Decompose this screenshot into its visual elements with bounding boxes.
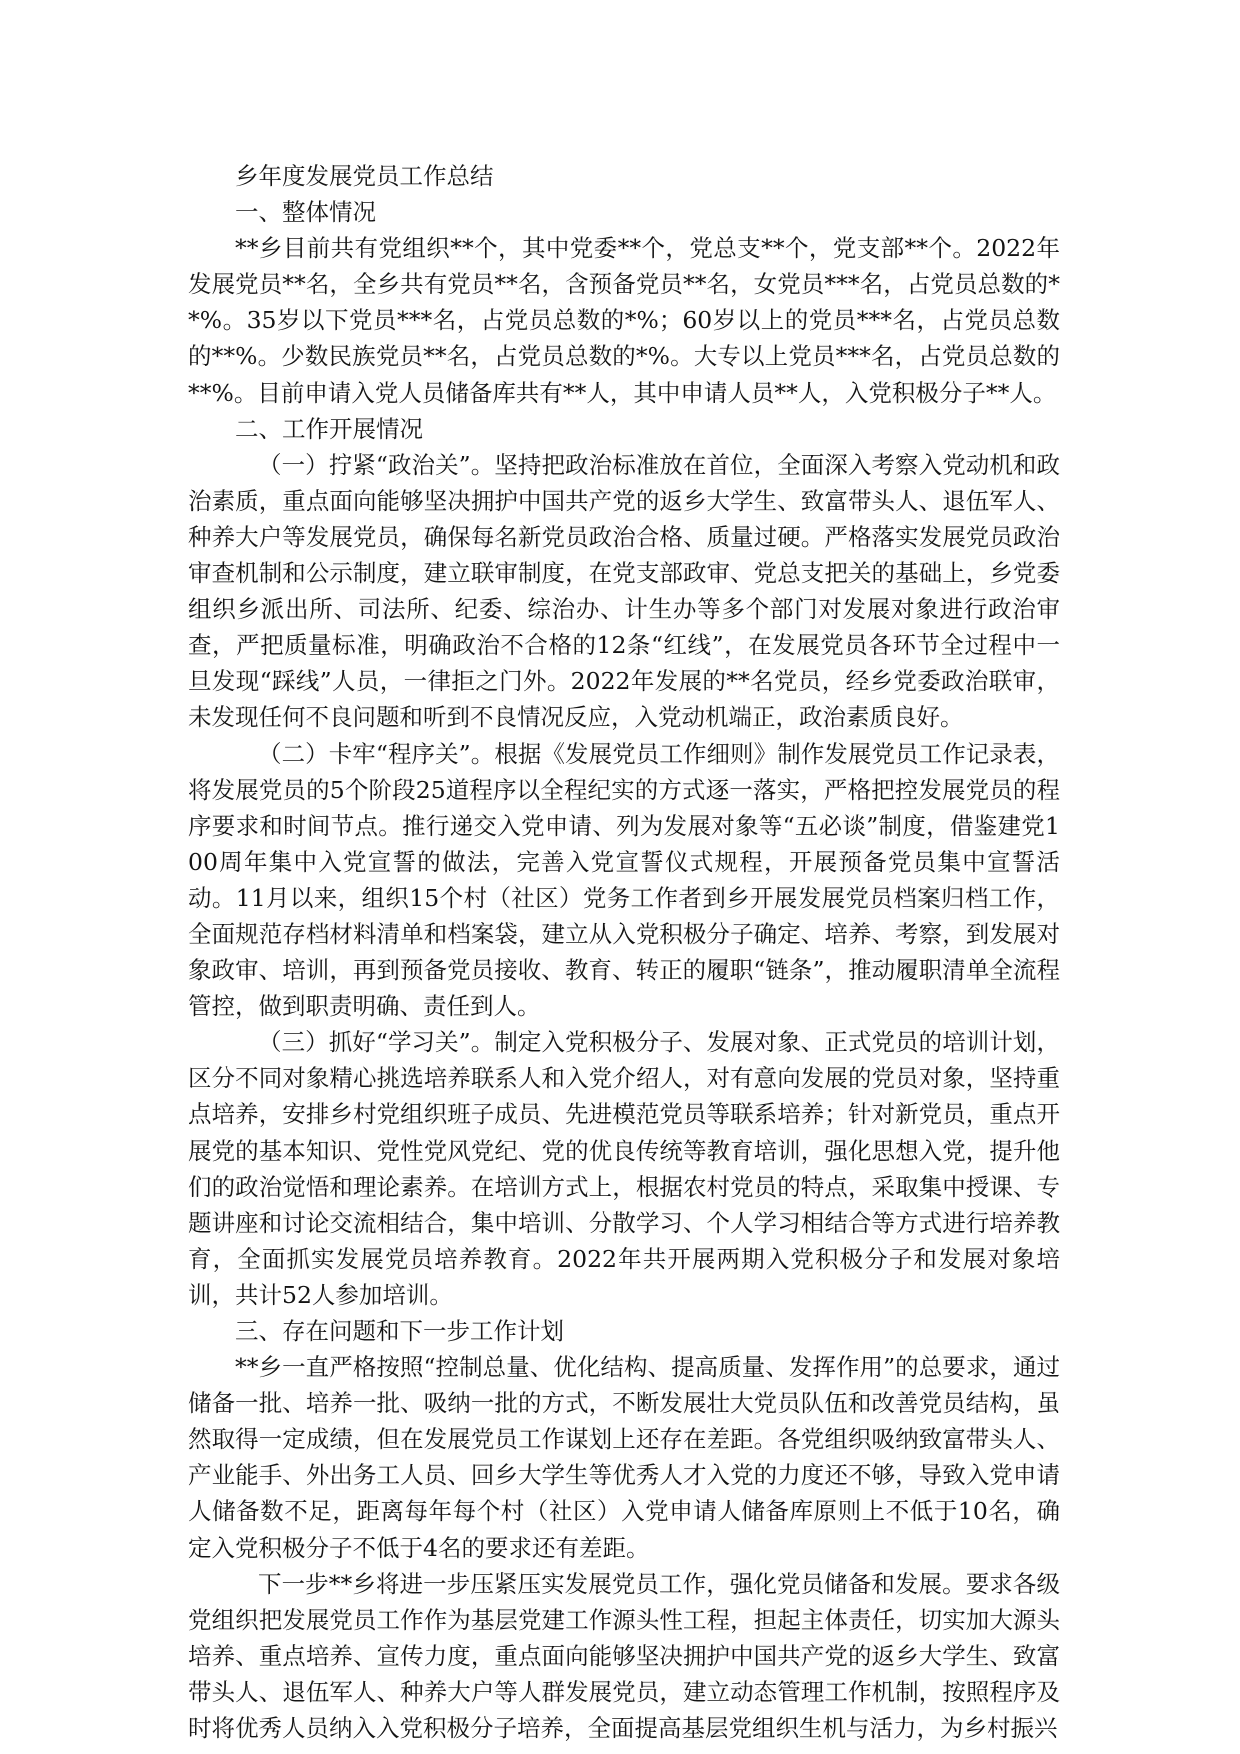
paragraph-next-steps: 下一步**乡将进一步压紧压实发展党员工作，强化党员储备和发展。要求各级党组织把发展党员工作作为基层党建工作源头性工程，担起主体责任，切实加大源头培养、重点培养、宣传力度，重点面向能够坚决拥护中国共产党的返乡大学生、致富带头人、退伍军人、种养大户等人群发展党员，建立动态管理工作机制，按照程序及时将优秀人员纳入入党积极分子培养，全面提高基层党组织生机与活力，为乡村振兴	[188, 1569, 1060, 1743]
paragraph-overview: **乡目前共有党组织**个，其中党委**个，党总支**个，党支部**个。2022年发展党员**名，全乡共有党员**名，含预备党员**名，女党员***名，占党员总数的**%。35岁以下党员***名，占党员总数的*%；60岁以上的党员***名，占党员总数的**%。少数民族党员**名，占党员总数的*%。大专以上党员***名，占党员总数的**%。目前申请入党人员储备库共有**人，其中申请人员**人，入党积极分子**人。	[188, 234, 1060, 407]
section-heading-work: 二、工作开展情况	[235, 414, 423, 443]
section-heading-overview: 一、整体情况	[235, 198, 376, 227]
paragraph-procedure: （二）卡牢“程序关”。根据《发展党员工作细则》制作发展党员工作记录表，将发展党员的5个阶段25道程序以全程纪实的方式逐一落实，严格把控发展党员的程序要求和时间节点。推行递交入党申请、列为发展对象等“五必谈”制度，借鉴建党100周年集中入党宣誓的做法，完善入党宣誓仪式规程，开展预备党员集中宣誓活动。11月以来，组织15个村（社区）党务工作者到乡开展发展党员档案归档工作，全面规范存档材料清单和档案袋，建立从入党积极分子确定、培养、考察，到发展对象政审、培训，再到预备党员接收、教育、转正的履职“链条”，推动履职清单全流程管控，做到职责明确、责任到人。	[188, 739, 1060, 1021]
document-body	[188, 158, 1060, 1746]
paragraph-study: （三）抓好“学习关”。制定入党积极分子、发展对象、正式党员的培训计划，区分不同对象精心挑选培养联系人和入党介绍人，对有意向发展的党员对象，坚持重点培养，安排乡村党组织班子成员、先进模范党员等联系培养；针对新党员，重点开展党的基本知识、党性党风党纪、党的优良传统等教育培训，强化思想入党，提升他们的政治觉悟和理论素养。在培训方式上，根据农村党员的特点，采取集中授课、专题讲座和讨论交流相结合，集中培训、分散学习、个人学习相结合等方式进行培养教育，全面抓实发展党员培养教育。2022年共开展两期入党积极分子和发展对象培训，共计52人参加培训。	[188, 1028, 1060, 1309]
paragraph-political: （一）拧紧“政治关”。坚持把政治标准放在首位，全面深入考察入党动机和政治素质，重点面向能够坚决拥护中国共产党的返乡大学生、致富带头人、退伍军人、种养大户等发展党员，确保每名新党员政治合格、质量过硬。严格落实发展党员政治审查机制和公示制度，建立联审制度，在党支部政审、党总支把关的基础上，乡党委组织乡派出所、司法所、纪委、综治办、计生办等多个部门对发展对象进行政治审查，严把质量标准，明确政治不合格的12条“红线”，在发展党员各环节全过程中一旦发现“踩线”人员，一律拒之门外。2022年发展的**名党员，经乡党委政治联审，未发现任何不良问题和听到不良情况反应，入党动机端正，政治素质良好。	[188, 450, 1060, 732]
paragraph-problems: **乡一直严格按照“控制总量、优化结构、提高质量、发挥作用”的总要求，通过储备一批、培养一批、吸纳一批的方式，不断发展壮大党员队伍和改善党员结构，虽然取得一定成绩，但在发展党员工作谋划上还存在差距。各党组织吸纳致富带头人、产业能手、外出务工人员、回乡大学生等优秀人才入党的力度还不够，导致入党申请人储备数不足，距离每年每个村（社区）入党申请人储备库原则上不低于10名，确定入党积极分子不低于4名的要求还有差距。	[188, 1353, 1060, 1562]
document-title: 乡年度发展党员工作总结	[235, 162, 494, 190]
section-heading-problems: 三、存在问题和下一步工作计划	[235, 1317, 564, 1345]
